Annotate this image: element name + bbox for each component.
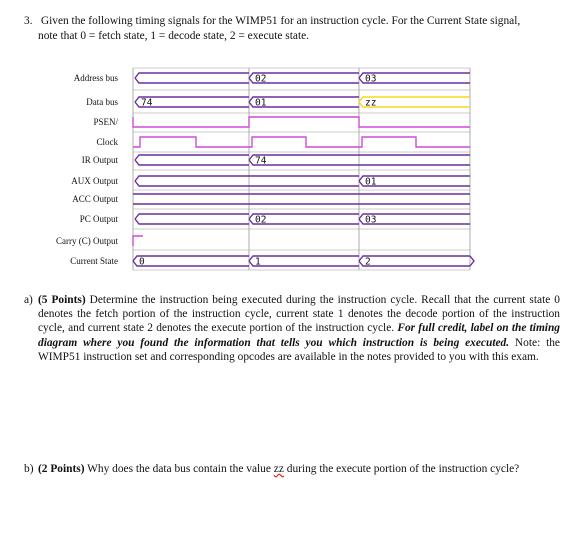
signal-label: AUX Output	[71, 176, 118, 186]
question-line-2: note that 0 = fetch state, 1 = decode state, 2 = execute state.	[38, 30, 310, 42]
signal-label: ACC Output	[72, 194, 118, 204]
signal-label: Carry (C) Output	[56, 236, 118, 246]
ir-output-wave	[249, 155, 470, 160]
aux-output-wave	[135, 181, 359, 186]
question-number: 3.	[24, 15, 33, 27]
question-line-1: Given the following timing signals for the WIMP51 for an instruction cycle. For the Current State signal,	[40, 15, 521, 27]
bus-value: 74	[255, 155, 267, 167]
part-b-letter: b)	[24, 463, 34, 475]
bus-value: 01	[365, 176, 377, 188]
signal-label: Current State	[70, 256, 118, 266]
bus-value: 02	[255, 214, 267, 226]
part-a-letter: a)	[24, 294, 33, 306]
part-b	[24, 462, 560, 476]
signal-label: IR Output	[81, 155, 118, 165]
part-b-text-2: during the execute portion of the instruction cycle?	[283, 463, 520, 475]
current-state-wave	[359, 256, 470, 261]
signal-label: PC Output	[79, 214, 118, 224]
part-a-text-1: Determine the instruction being executed during the instruction cycle. Recall that the current state 0 denotes the fetch portion of the instruction cycle, current state 1 denotes the decode portion of the instruction cycle, and current state 2 denotes the execute portion of the instruction cycle.	[38, 294, 560, 335]
part-a-points: (5 Points)	[38, 294, 86, 306]
bus-value: 01	[255, 97, 267, 109]
current-state-wave	[133, 256, 249, 261]
carry-output-wave	[133, 236, 143, 246]
psen-wave	[133, 117, 470, 127]
address-bus-wave	[135, 78, 249, 83]
bus-value: 0	[139, 256, 145, 268]
part-a	[24, 293, 560, 364]
signal-label: Address bus	[73, 73, 118, 83]
bus-value: 1	[255, 256, 261, 268]
bus-value: 03	[365, 214, 377, 226]
ir-output-wave	[135, 160, 249, 165]
signal-label: Data bus	[86, 97, 118, 107]
current-state-wave	[359, 261, 470, 266]
bus-value: 74	[141, 97, 153, 109]
signal-label: PSEN/	[93, 117, 118, 127]
bus-value: 2	[365, 256, 371, 268]
part-b-zz: zz	[273, 463, 284, 475]
pc-output-wave	[135, 219, 249, 224]
current-state-wave	[133, 261, 249, 266]
ir-output-wave	[135, 155, 249, 160]
part-b-text-1: Why does the data bus contain the value	[84, 463, 274, 475]
part-a-emphasis: For full credit, label on the timing diagram where you found the information that tells you which instruction is being executed.	[38, 322, 561, 349]
signal-label: Clock	[96, 137, 118, 147]
bus-value: 02	[255, 73, 267, 85]
bus-value: 03	[365, 73, 377, 85]
part-a-text	[38, 293, 560, 364]
part-b-points: (2 Points)	[38, 463, 85, 475]
bus-value: zz	[365, 97, 377, 109]
pc-output-wave	[135, 214, 249, 219]
current-state-wave	[249, 261, 359, 266]
clock-wave	[133, 137, 470, 147]
part-a-text-2: Note: the WIMP51 instruction set and corresponding opcodes are available in the notes provided to you with this exam.	[38, 336, 560, 363]
part-b-text	[38, 462, 560, 476]
ir-output-wave	[249, 160, 470, 165]
current-state-wave-end	[470, 256, 474, 266]
address-bus-wave	[135, 73, 249, 78]
aux-output-wave	[135, 176, 359, 181]
current-state-wave	[249, 256, 359, 261]
